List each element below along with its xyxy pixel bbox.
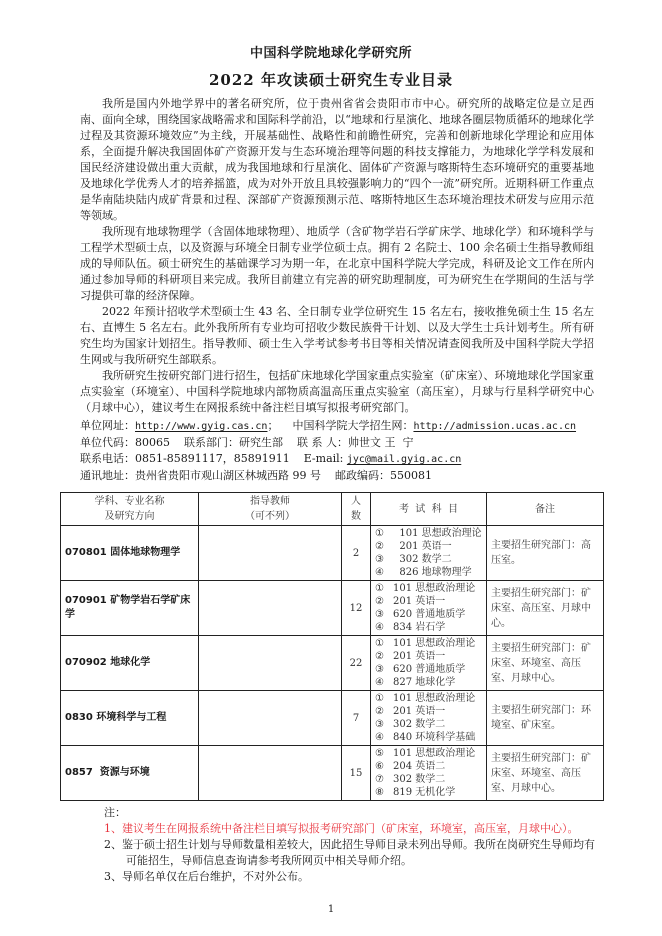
address: 贵州省贵阳市观山湖区林城西路 99 号 bbox=[135, 469, 321, 482]
exam-subject bbox=[375, 731, 486, 744]
count-cell: 15 bbox=[342, 746, 371, 801]
exam-subject bbox=[375, 747, 486, 760]
exams-cell bbox=[371, 746, 487, 801]
contact-person: 帅世文 王 宁 bbox=[348, 436, 414, 449]
count-cell: 7 bbox=[342, 691, 371, 746]
code-label: 单位代码： bbox=[80, 436, 135, 449]
note-item: 3、导师名单仅在后台维护，不对外公布。 bbox=[104, 870, 309, 883]
intro-paragraph: 我所是国内外地学界中的著名研究所，位于贵州省省会贵阳市市中心。研究所的战略定位是立足西南、面向全球，围绕国家战略需求和国际科学前沿，以“地球和行星演化、地球各圈层物质循环的地球化学过程及其资源环境效应”为主线，开展基础性、战略性和前瞻性研究，完善和创新地球化学理论和应用体系，全面提升解决我国固体矿产资源开发与生态环境治理等问题的科技支撑能力，为地球化学学科发展和国民经济建设做出重大贡献，成为我国地球和行星演化、固体矿产资源与喀斯特生态环境研究的重要基地及地球化学优秀人才的培养摇篮，成为对外开放且具较强影响力的“四个一流”研究所。近期科研工作重点是华南陆块陆内成矿背景和过程、深部矿产资源预测示范、喀斯特地区生态环境治理技术研发与应用示范等领域。 bbox=[80, 97, 594, 222]
exam-number: ① bbox=[375, 693, 384, 704]
exam-number: ④ bbox=[375, 677, 384, 688]
exam-subject bbox=[375, 595, 486, 608]
advisor-cell bbox=[199, 691, 342, 746]
exam-subject-name: 101 思想政治理论 bbox=[393, 528, 482, 539]
postcode-label: 邮政编码： bbox=[335, 469, 390, 482]
note-item: 2、鉴于硕士招生计划与导师数量相差较大，因此招生导师目录未列出导师。我所在岗研究生导师均有可能招生，导师信息查询请参考我所网页中相关导师介绍。 bbox=[104, 838, 595, 867]
email-group bbox=[304, 451, 462, 468]
header-advisor-line1: 指导教师 bbox=[250, 496, 290, 507]
contact-row-address bbox=[80, 468, 604, 484]
exam-subject bbox=[375, 692, 486, 705]
exam-subject bbox=[375, 786, 486, 799]
contact-dept: 研究生部 bbox=[239, 436, 283, 449]
count-cell: 12 bbox=[342, 581, 371, 636]
person-group bbox=[297, 435, 414, 451]
exam-subject bbox=[375, 566, 486, 579]
exam-subject-name: 620 普通地质学 bbox=[393, 609, 466, 620]
notes-section bbox=[104, 805, 604, 885]
exam-subject-name: 101 思想政治理论 bbox=[393, 693, 476, 704]
table-header-row bbox=[61, 493, 604, 526]
intro-paragraph: 2022 年预计招收学术型硕士生 43 名、全日制专业学位研究生 15 名左右，接收推免硕士生 15 名左右、直博生 5 名左右。此外我所所有专业均可招收少数民族骨干计划、以及大学生士兵计划考生。所有研究生均为国家计划招生。指导教师、硕士生入学考试参考书目等相关情况请查阅我所及中国科学院大学招生网或与我所研究生部联系。 bbox=[80, 305, 594, 366]
exams-cell bbox=[371, 691, 487, 746]
exam-number: ③ bbox=[375, 719, 384, 730]
header-major-line2: 及研究方向 bbox=[104, 511, 155, 522]
exams-cell bbox=[371, 581, 487, 636]
postcode: 550081 bbox=[390, 469, 432, 482]
address-label: 通讯地址： bbox=[80, 469, 135, 482]
major-cell: 070902 地球化学 bbox=[61, 636, 199, 691]
note-cell: 主要招生研究部门：高压室。 bbox=[487, 526, 604, 581]
intro-section bbox=[80, 96, 594, 416]
exam-subject-name: 826 地球物理学 bbox=[393, 567, 472, 578]
exam-number: ⑤ bbox=[375, 748, 384, 759]
website-label: 单位网址： bbox=[80, 419, 135, 432]
table-row bbox=[61, 746, 604, 801]
exam-subject-name: 302 数学二 bbox=[393, 774, 446, 785]
advisor-cell bbox=[199, 526, 342, 581]
exam-number: ④ bbox=[375, 732, 384, 743]
website-group bbox=[80, 418, 278, 435]
exam-number: ① bbox=[375, 583, 384, 594]
ucas-group bbox=[292, 418, 576, 435]
notes-heading: 注： bbox=[104, 806, 126, 819]
exam-subject-name: 101 思想政治理论 bbox=[393, 748, 476, 759]
exam-subject-name: 101 思想政治理论 bbox=[393, 638, 476, 649]
exam-subject-name: 201 英语一 bbox=[393, 596, 446, 607]
header-count-line2: 数 bbox=[351, 511, 361, 522]
exam-subject-name: 204 英语二 bbox=[393, 761, 446, 772]
person-label: 联 系 人： bbox=[297, 436, 348, 449]
exam-number: ⑧ bbox=[375, 787, 384, 798]
exam-subject bbox=[375, 582, 486, 595]
header-count-line1: 人 bbox=[351, 496, 361, 507]
exam-subject-name: 620 普通地质学 bbox=[393, 664, 466, 675]
exam-number: ③ bbox=[375, 609, 384, 620]
ucas-link[interactable]: http://admission.ucas.ac.cn bbox=[413, 421, 577, 432]
exam-subject bbox=[375, 621, 486, 634]
dept-group bbox=[184, 435, 283, 451]
exam-number: ③ bbox=[375, 554, 384, 565]
exam-subject bbox=[375, 637, 486, 650]
major-cell: 070801 固体地球物理学 bbox=[61, 526, 199, 581]
exam-subject bbox=[375, 760, 486, 773]
postcode-group bbox=[335, 468, 432, 484]
code-group bbox=[80, 435, 170, 451]
phone-number: 0851-85891117，85891911 bbox=[135, 452, 290, 465]
exam-subject-name: 840 环境科学基础 bbox=[393, 732, 476, 743]
advisor-cell bbox=[199, 746, 342, 801]
exam-subject-name: 302 数学二 bbox=[393, 554, 452, 565]
count-cell: 2 bbox=[342, 526, 371, 581]
major-cell: 0857 资源与环境 bbox=[61, 746, 199, 801]
exam-subject bbox=[375, 663, 486, 676]
exam-number: ② bbox=[375, 706, 384, 717]
address-group bbox=[80, 468, 321, 484]
exam-subject-name: 834 岩石学 bbox=[393, 622, 446, 633]
header-major-line1: 学科、专业名称 bbox=[94, 496, 165, 507]
table-row bbox=[61, 691, 604, 746]
exam-number: ④ bbox=[375, 622, 384, 633]
note-cell: 主要招生研究部门：矿床室、高压室、月球中心。 bbox=[487, 581, 604, 636]
exam-number: ⑦ bbox=[375, 774, 384, 785]
website-separator: ； bbox=[267, 419, 279, 432]
exam-number: ② bbox=[375, 596, 384, 607]
major-cell: 070901 矿物学岩石学矿床学 bbox=[61, 581, 199, 636]
exam-subject bbox=[375, 527, 486, 540]
institute-name: 中国科学院地球化学研究所 bbox=[249, 46, 412, 61]
exam-subject bbox=[375, 718, 486, 731]
ucas-label: 中国科学院大学招生网： bbox=[292, 419, 414, 432]
exam-subject bbox=[375, 553, 486, 566]
intro-paragraph: 我所现有地球物理学（含固体地球物理）、地质学（含矿物学岩石学矿床学、地球化学）和环境科学与工程学术型硕士点，以及资源与环境全日制专业学位硕士点。拥有 2 名院士、100 余名硕士生指导教师组成的导师队伍。硕士研究生的基础课学习为期一年，在北京中国科学院大学完成，科研及论文工作在所内通过参加导师的科研项目来完成。我所目前建立有完善的研究助理制度，可为研究生在学期间的生活与学习提供可靠的经济保障。 bbox=[80, 225, 594, 302]
contact-row-code bbox=[80, 435, 604, 451]
exam-subject bbox=[375, 540, 486, 553]
exam-number: ② bbox=[375, 541, 384, 552]
table-row bbox=[61, 581, 604, 636]
exam-subject bbox=[375, 608, 486, 621]
header-count bbox=[342, 493, 371, 526]
exam-subject-name: 201 英语一 bbox=[393, 541, 452, 552]
exam-number: ① bbox=[375, 528, 384, 539]
email-label: E-mail: bbox=[303, 452, 347, 465]
intro-paragraph: 我所研究生按研究部门进行招生，包括矿床地球化学国家重点实验室（矿床室）、环境地球化学国家重点实验室（环境室）、中国科学院地球内部物质高温高压重点实验室（高压室），月球与行星科学研究中心（月球中心），建议考生在网报系统中备注栏目填写拟报考研究部门。 bbox=[80, 369, 594, 414]
table-row bbox=[61, 526, 604, 581]
note-cell: 主要招生研究部门：矿床室、环境室、高压室、月球中心。 bbox=[487, 636, 604, 691]
header-exams: 考 试 科 目 bbox=[371, 493, 487, 526]
exam-number: ③ bbox=[375, 664, 384, 675]
exam-number: ① bbox=[375, 638, 384, 649]
exam-subject bbox=[375, 705, 486, 718]
email-link[interactable]: jyc@mail.gyig.ac.cn bbox=[346, 454, 462, 465]
contact-row-phone bbox=[80, 451, 604, 468]
major-cell: 0830 环境科学与工程 bbox=[61, 691, 199, 746]
header-major bbox=[61, 493, 199, 526]
header-advisor-line2: （可不列） bbox=[245, 511, 295, 522]
program-catalog-table bbox=[60, 492, 604, 801]
phone-label: 联系电话： bbox=[80, 452, 135, 465]
exams-cell bbox=[371, 526, 487, 581]
contact-row-websites bbox=[80, 418, 604, 435]
contact-info bbox=[80, 418, 604, 484]
advisor-cell bbox=[199, 581, 342, 636]
exam-number: ④ bbox=[375, 567, 384, 578]
note-item-highlight: 1、建议考生在网报系统中备注栏目填写拟报考研究部门（矿床室，环境室，高压室，月球中心）。 bbox=[104, 822, 579, 835]
note-cell: 主要招生研究部门：环境室、矿床室。 bbox=[487, 691, 604, 746]
dept-label: 联系部门： bbox=[184, 436, 239, 449]
exam-subject-name: 827 地球化学 bbox=[393, 677, 456, 688]
table-row bbox=[61, 636, 604, 691]
count-cell: 22 bbox=[342, 636, 371, 691]
exam-subject-name: 201 英语一 bbox=[393, 706, 446, 717]
note-cell: 主要招生研究部门：矿床室、环境室、高压室、月球中心。 bbox=[487, 746, 604, 801]
exam-subject-name: 101 思想政治理论 bbox=[393, 583, 476, 594]
exam-subject-name: 201 英语一 bbox=[393, 651, 446, 662]
website-link[interactable]: http://www.gyig.cas.cn bbox=[135, 421, 268, 432]
exam-number: ⑥ bbox=[375, 761, 384, 772]
header-advisor bbox=[199, 493, 342, 526]
exam-subject-name: 819 无机化学 bbox=[393, 787, 456, 798]
phone-group bbox=[80, 451, 290, 468]
document-title: 2022 年攻读硕士研究生专业目录 bbox=[209, 71, 453, 89]
advisor-cell bbox=[199, 636, 342, 691]
exam-subject bbox=[375, 773, 486, 786]
exam-number: ② bbox=[375, 651, 384, 662]
exam-subject-name: 302 数学二 bbox=[393, 719, 446, 730]
exam-subject bbox=[375, 650, 486, 663]
header-notes: 备注 bbox=[487, 493, 604, 526]
exams-cell bbox=[371, 636, 487, 691]
unit-code: 80065 bbox=[135, 436, 170, 449]
page-number: 1 bbox=[327, 904, 335, 915]
exam-subject bbox=[375, 676, 486, 689]
